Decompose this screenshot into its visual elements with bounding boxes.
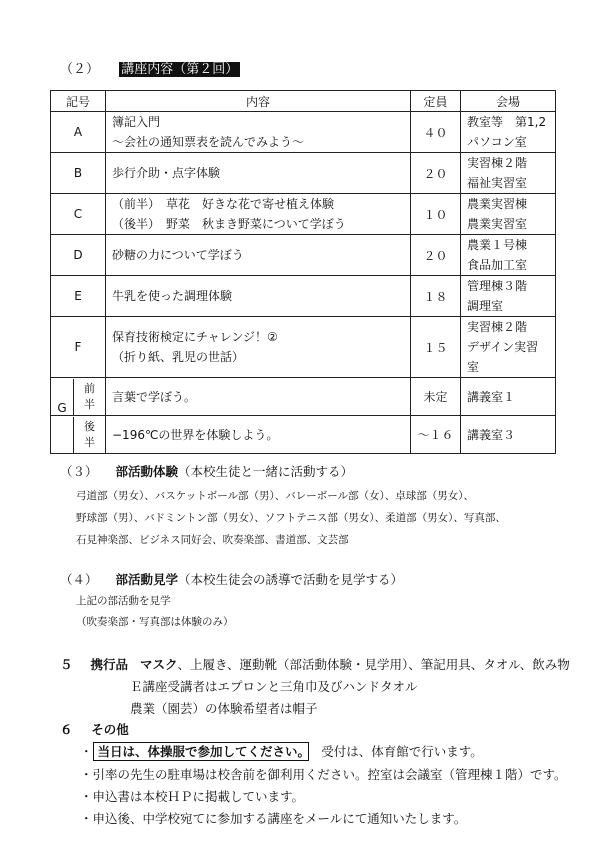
observation-line: （吹奏楽部・写真部は体験のみ） — [76, 616, 234, 628]
venue-line: 農業実習棟 — [467, 197, 528, 211]
carry-items: 、上履き、運動靴（部活動体験・見学用）、筆記用具、タオル、飲み物 — [177, 657, 570, 672]
table-row — [51, 378, 556, 416]
g-first-half-capacity: 未定 — [411, 378, 461, 416]
section5-title: 携行品 — [90, 657, 128, 672]
carry-note-line: Ｅ講座受講者はエプロンと三角巾及びハンドタオル — [130, 679, 418, 694]
section3-title: 部活動体験 — [115, 464, 178, 479]
section4-note: （本校生徒会の誘導で活動を見学する） — [178, 572, 404, 587]
venue-line: 福祉実習室 — [467, 176, 528, 190]
venue-line: 食品加工室 — [467, 258, 528, 272]
header-venue: 会場 — [461, 91, 556, 112]
notice-text: 引率の先生の駐車場は校舎前を御利用ください。控室は会議室（管理棟１階）です。 — [92, 767, 567, 782]
content-line: 歩行介助・点字体験 — [112, 166, 221, 180]
observation-line: 上記の部活動を見学 — [76, 595, 171, 607]
row-code: B — [51, 153, 106, 194]
row-venue — [461, 235, 556, 276]
row-code-g-second — [51, 416, 106, 454]
section4-heading — [60, 570, 403, 588]
section6-number: ６ — [60, 722, 73, 737]
club-list-line: 弓道部（男女）、バスケットボール部（男）、バレーボール部（女）、卓球部（男女）、 — [76, 490, 475, 502]
section6-title: その他 — [91, 722, 129, 737]
section2-heading — [60, 58, 240, 77]
second-half-char: 半 — [84, 435, 95, 449]
content-line: （前半） 草花 好きな花で寄せ植え体験 — [112, 197, 335, 211]
section4-title: 部活動見学 — [115, 572, 178, 587]
table-row — [51, 416, 556, 454]
carry-note-line: 農業（園芸）の体験希望者は帽子 — [130, 701, 318, 716]
content-line: 牛乳を使った調理体験 — [112, 289, 233, 303]
section3-number: （３） — [60, 464, 98, 479]
section2-title: 講座内容（第２回） — [121, 62, 239, 77]
bullet: ・ — [80, 767, 93, 782]
second-half-char: 後 — [84, 419, 95, 433]
table-row — [51, 153, 556, 194]
row-code-g — [51, 378, 106, 416]
content-line: 保育技術検定にチャレンジ！② — [112, 330, 278, 344]
venue-line: デザイン実習室 — [467, 340, 539, 374]
row-venue — [461, 112, 556, 153]
venue-line: 教室等 第1,2 — [467, 115, 547, 129]
table-row — [51, 235, 556, 276]
section6-heading — [60, 720, 129, 738]
row-content — [106, 235, 411, 276]
row-code: E — [51, 276, 106, 317]
first-half-char: 半 — [84, 397, 95, 411]
content-line: 〜会社の通知票表を読んでみよう〜 — [112, 135, 305, 149]
table-row — [51, 276, 556, 317]
club-list-line: 野球部（男）、バドミントン部（男女）、ソフトテニス部（男女）、柔道部（男女）、写真部、 — [76, 512, 506, 524]
section3-note: （本校生徒と一緒に活動する） — [178, 464, 354, 479]
bullet: ・ — [80, 811, 93, 826]
section5-heading — [60, 655, 570, 673]
row-code: D — [51, 235, 106, 276]
row-content — [106, 194, 411, 235]
notice-item — [80, 809, 466, 827]
venue-line: 調理室 — [467, 299, 504, 313]
row-capacity: １５ — [411, 317, 461, 378]
course-table — [50, 90, 556, 454]
header-capacity: 定員 — [411, 91, 461, 112]
section5-number: ５ — [60, 657, 73, 672]
content-line: （後半） 野菜 秋まき野菜について学ぼう — [112, 217, 346, 231]
table-row — [51, 317, 556, 378]
content-line: 簿記入門 — [112, 115, 161, 129]
row-code: A — [51, 112, 106, 153]
content-line: 砂糖の力について学ぼう — [112, 248, 244, 262]
g-second-half-capacity: 〜１６ — [411, 416, 461, 454]
row-code: C — [51, 194, 106, 235]
bullet: ・ — [80, 744, 93, 759]
row-venue — [461, 276, 556, 317]
row-content — [106, 153, 411, 194]
table-row — [51, 112, 556, 153]
g-first-half-content: 言葉で学ぼう。 — [106, 378, 411, 416]
section4-number: （４） — [60, 572, 98, 587]
notice-text: 申込書は本校ＨＰに掲載しています。 — [92, 789, 305, 804]
venue-line: 実習棟２階 — [467, 320, 528, 334]
row-capacity: ４０ — [411, 112, 461, 153]
header-code: 記号 — [51, 91, 106, 112]
venue-line: パソコン室 — [467, 135, 527, 149]
row-content — [106, 317, 411, 378]
second-half-label — [73, 417, 105, 453]
row-venue — [461, 194, 556, 235]
row-code: F — [51, 317, 106, 378]
table-header-row — [51, 91, 556, 112]
mask-item: マスク — [139, 657, 178, 672]
bullet: ・ — [80, 789, 93, 804]
section2-number: （２） — [60, 62, 100, 77]
reception-note: 受付は、体育館で行います。 — [308, 744, 483, 759]
g-second-half-venue: 講義室３ — [461, 416, 556, 454]
first-half-label — [73, 379, 105, 415]
notice-item — [80, 742, 483, 760]
venue-line: 農業実習室 — [467, 217, 528, 231]
content-line: （折り紙、乳児の世話） — [112, 350, 245, 364]
venue-line: 管理棟３階 — [467, 279, 528, 293]
row-capacity: ２０ — [411, 235, 461, 276]
venue-line: 実習棟２階 — [467, 156, 528, 170]
row-content — [106, 112, 411, 153]
row-venue — [461, 153, 556, 194]
first-half-char: 前 — [84, 381, 95, 395]
notice-item — [80, 765, 567, 783]
row-venue — [461, 317, 556, 378]
g-code: G — [57, 400, 67, 415]
row-capacity: ２０ — [411, 153, 461, 194]
notice-text: 申込後、中学校宛てに参加する講座をメールにて通知いたします。 — [92, 811, 467, 826]
row-capacity: １８ — [411, 276, 461, 317]
table-row — [51, 194, 556, 235]
venue-line: 農業１号棟 — [467, 238, 528, 252]
g-first-half-venue: 講義室１ — [461, 378, 556, 416]
header-content: 内容 — [106, 91, 411, 112]
g-second-half-content: −196℃の世界を体験しよう。 — [106, 416, 411, 454]
row-capacity: １０ — [411, 194, 461, 235]
notice-item — [80, 787, 304, 805]
section3-heading — [60, 462, 353, 480]
gym-clothes-notice: 当日は、体操服で参加してください。 — [93, 742, 309, 761]
row-content — [106, 276, 411, 317]
club-list-line: 石見神楽部、ビジネス同好会、吹奏楽部、書道部、文芸部 — [76, 534, 349, 546]
